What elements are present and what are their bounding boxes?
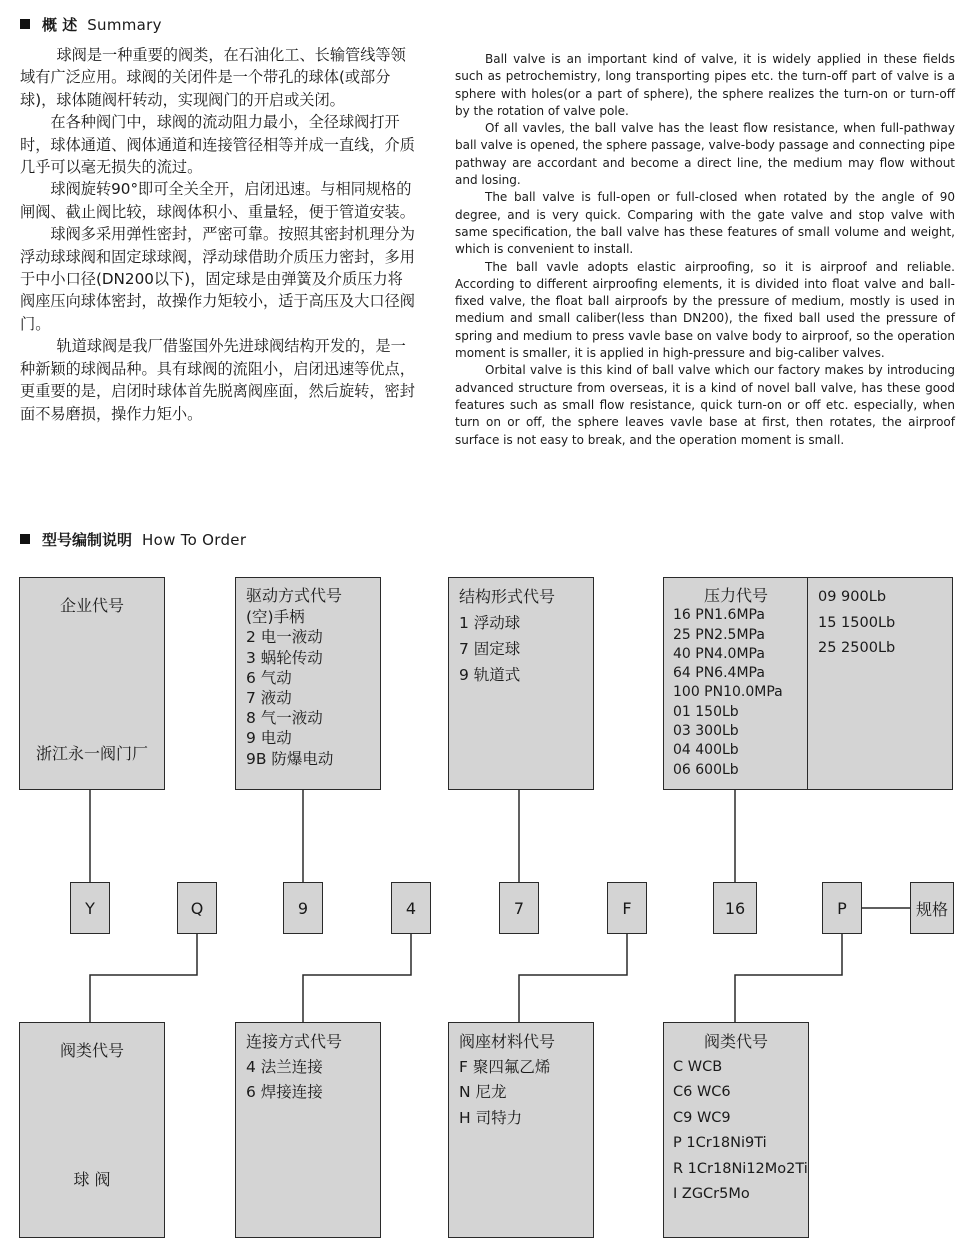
pressure-code-item: 09 900Lb (818, 589, 887, 605)
pressure-code-item: 25 PN2.5MPa (673, 626, 765, 643)
connection-type-item: 4 法兰连接 (246, 1057, 323, 1076)
en-paragraph: Ball valve is an important kind of valve, it is widely applied in these fields such as petrochemistry, long transporting pipes etc. the turn-off part of valve is a sphere with holes(or a part of sphere), the sphere realizes the turn-on or turn-off by the rotation of valve pole. (455, 52, 955, 118)
pressure-code-item: 03 300Lb (673, 723, 739, 740)
order-heading-en: How To Order (142, 531, 247, 549)
structure-type-item: 7 固定球 (459, 640, 521, 658)
body-material-item: R 1Cr18Ni12Mo2Ti (673, 1160, 808, 1177)
drive-mode-item: 6 气动 (246, 668, 292, 687)
pressure-code-item: 15 1500Lb (818, 614, 896, 631)
zh-paragraph: 球阀旋转90°即可全关全开，启闭迅速。与相同规格的闸阀、截止阀比较，球阀体积小、重量轻，便于管道安装。 (20, 180, 415, 221)
enterprise-code-title: 企业代号 (59, 596, 124, 615)
drive-mode-item: 2 电一液动 (246, 628, 323, 647)
valve-type-title: 阀类代号 (59, 1041, 124, 1060)
seat-material-box (448, 1022, 594, 1238)
seat-material-title: 阀座材料代号 (459, 1032, 556, 1051)
code-box-pressure: 16 (713, 882, 757, 934)
en-paragraph: Of all vavles, the ball valve has the least flow resistance, when full-pathway ball valve is opened, the sphere passage, valve-body passage and connecting pipe pathway are accordant and become a direct line, the medium may flow without and losing. (455, 121, 955, 188)
pressure-code-item: 04 400Lb (673, 742, 739, 759)
drive-mode-item: 9 电动 (246, 729, 292, 748)
pressure-code-item: 16 PN1.6MPa (673, 607, 765, 624)
valve-type-box (19, 1022, 165, 1238)
seat-material-item: F 聚四氟乙烯 (459, 1057, 551, 1076)
summary-heading-zh: 概 述 (42, 16, 78, 34)
en-paragraph: The ball valve is full-open or full-closed when rotated by the angle of 90 degree, and is very quick. Comparing with the gate valve and stop valve with same specification, the ball valve has these features of small volume and weight, which is convenient to install. (455, 190, 955, 257)
zh-paragraph: 球阀多采用弹性密封，严密可靠。按照其密封机理分为浮动球球阀和固定球球阀，浮动球借助介质压力密封，多用于中小口径(DN200以下)，固定球是由弹簧及介质压力将阀座压向球体密封，故操作力矩较小，适于高压及大口径阀门。 (20, 225, 415, 333)
connection-type-item: 6 焊接连接 (246, 1083, 323, 1101)
body-material-item: I ZGCr5Mo (673, 1186, 750, 1202)
pressure-code-item: 06 600Lb (673, 761, 739, 778)
drive-mode-title: 驱动方式代号 (246, 586, 343, 605)
seat-material-item: N 尼龙 (459, 1083, 507, 1101)
body-material-box (663, 1022, 809, 1238)
drive-mode-item: 7 液动 (246, 689, 292, 708)
pressure-code-box-continued (807, 577, 953, 790)
body-material-item: C6 WC6 (673, 1084, 731, 1100)
zh-paragraph: 在各种阀门中，球阀的流动阻力最小，全径球阀打开时，球体通道、阀体通道和连接管径相等并成一直线，介质几乎可以毫无损失的流过。 (20, 113, 415, 177)
structure-type-box (448, 577, 594, 790)
zh-paragraph: 轨道球阀是我厂借鉴国外先进球阀结构开发的，是一种新颖的球阀品种。具有球阀的流阻小，启闭迅速等优点，更重要的是，启闭时球体首先脱离阀座面，然后旋转，密封面不易磨损，操作力矩小。 (20, 337, 415, 423)
valve-type-value: 球 阀 (73, 1170, 111, 1189)
pressure-code-item: 100 PN10.0MPa (673, 684, 783, 701)
code-box-body: P (822, 882, 862, 934)
code-box-drive: 9 (283, 882, 323, 934)
body-material-title: 阀类代号 (703, 1032, 768, 1051)
structure-type-item: 1 浮动球 (459, 614, 521, 632)
body-material-item: C WCB (673, 1058, 723, 1075)
pressure-code-item: 25 2500Lb (818, 640, 896, 656)
body-material-item: C9 WC9 (673, 1109, 731, 1126)
code-box-structure: 7 (499, 882, 539, 934)
code-box-valve-type: Y (70, 882, 110, 934)
summary-heading-en: Summary (87, 16, 162, 34)
pressure-code-item: 64 PN6.4MPa (673, 665, 765, 682)
drive-mode-item: (空)手柄 (246, 608, 305, 627)
en-paragraph: Orbital valve is this kind of ball valve which our factory makes by introducing advanced structure from overseas, it is a kind of novel ball valve, has these good features such as small flow resistance, quick turn-on or off etc. especially, when turn on or off, the sphere leaves vavle base at first, then rotates, the airproof surface is not easy to break, and the operation moment is small. (455, 363, 955, 447)
structure-type-title: 结构形式代号 (459, 587, 556, 606)
pressure-code-item: 01 150Lb (673, 703, 739, 720)
enterprise-code-box (19, 577, 165, 790)
structure-type-item: 9 轨道式 (459, 666, 521, 684)
pressure-code-box (663, 577, 809, 790)
code-box-enterprise: Q (177, 882, 217, 934)
drive-mode-item: 9B 防爆电动 (246, 749, 334, 768)
body-material-item: P 1Cr18Ni9Ti (673, 1135, 767, 1151)
pressure-code-item: 40 PN4.0MPa (673, 645, 765, 662)
drive-mode-box (235, 577, 381, 790)
seat-material-item: H 司特力 (459, 1108, 523, 1127)
code-box-seat: F (607, 882, 647, 934)
en-paragraph: The ball vavle adopts elastic airproofing, so it is airproof and reliable. According to different airproofing elements, it is divided into float valve and ball-fixed valve, the float ball airproofs by the pressure of medium, mostly is used in medium and small caliber(less than DN200), the fixed ball used the pressure of spring and medium to press vavle base on valve body to airproof, so the operation moment is smaller, it is applied in high-pressure and big-caliber valves. (455, 259, 955, 361)
zh-paragraph: 球阀是一种重要的阀类，在石油化工、长输管线等领域有广泛应用。球阀的关闭件是一个带孔的球体(或部分球)，球体随阀杆转动，实现阀门的开启或关闭。 (20, 46, 406, 109)
drive-mode-item: 8 气一液动 (246, 709, 323, 728)
drive-mode-item: 3 蜗轮传动 (246, 648, 323, 667)
spec-box: 规格 (910, 882, 954, 934)
pressure-code-title: 压力代号 (703, 586, 768, 605)
enterprise-name: 浙江永一阀门厂 (35, 744, 148, 763)
order-heading-zh: 型号编制说明 (42, 531, 133, 549)
connection-type-title: 连接方式代号 (246, 1032, 343, 1051)
code-box-connection: 4 (391, 882, 431, 934)
connection-type-box (235, 1022, 381, 1238)
